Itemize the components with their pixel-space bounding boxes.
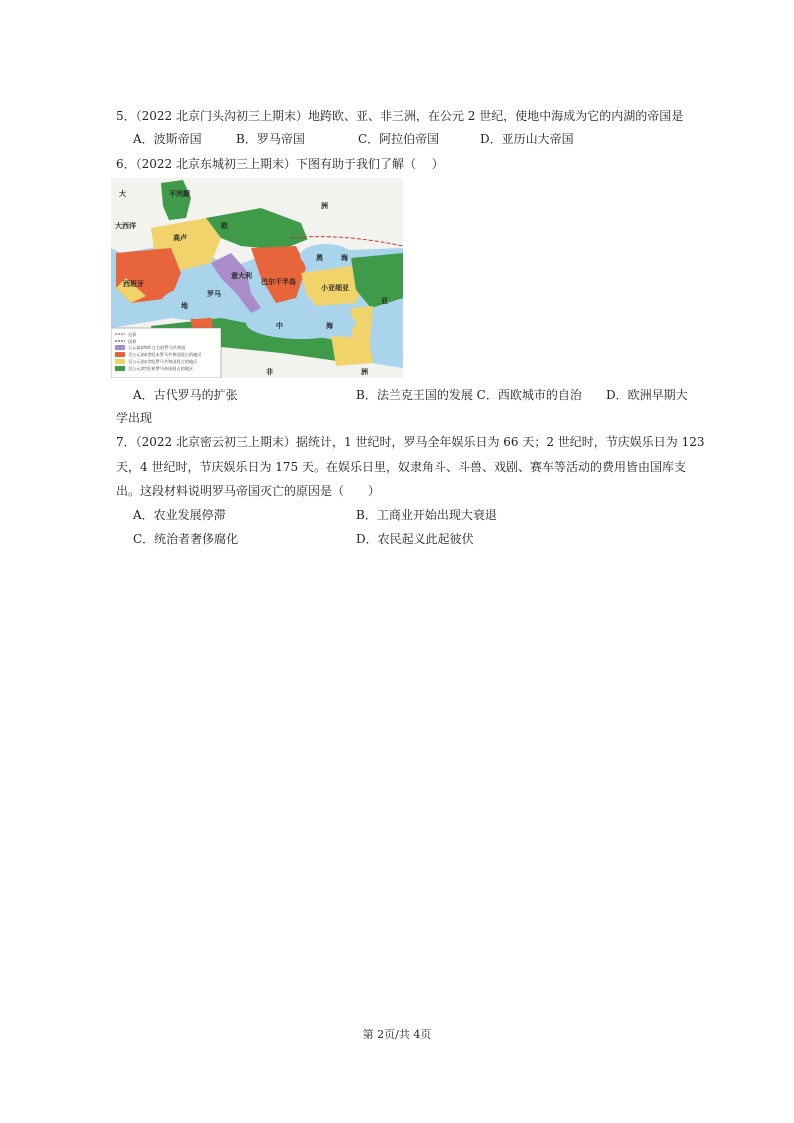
legend-orange: 至公元前2世纪末罗马共和国侵占的地区	[128, 352, 202, 357]
q7-stem-line-2: 天，4 世纪时，节庆娱乐日为 175 天。在娱乐日里，奴隶角斗、斗兽、戏剧、赛车等活动的费用皆由国库支	[116, 460, 686, 474]
map-label-rome: 罗马	[207, 289, 221, 298]
q6-option-bc[interactable]: B．法兰克王国的发展 C．西欧城市的自治	[356, 388, 582, 402]
legend-swatch-orange	[115, 352, 125, 357]
q5-option-d[interactable]: D．亚历山大帝国	[480, 132, 574, 146]
q6-stem: 6．（2022 北京东城初三上期末）下图有助于我们了解（ ）	[116, 157, 444, 171]
map-label-fei: 非	[266, 367, 273, 376]
legend-swatch-green	[115, 366, 125, 371]
q7-stem-line-1: 7．（2022 北京密云初三上期末）据统计，1 世纪时，罗马全年娱乐日为 66 天；2 世纪时，节庆娱乐日为 123	[116, 435, 705, 449]
map-label-britain: 不列颠	[169, 189, 190, 198]
map-label-ya: 亚	[381, 296, 388, 305]
q6-option-d[interactable]: D．欧洲早期大	[606, 388, 688, 402]
map-label-di: 地	[181, 301, 188, 310]
page-footer: 第 2页/共 4页	[362, 1028, 432, 1041]
map-label-hai: 海	[341, 253, 348, 262]
legend-purple: 公元前270年左右的罗马共和国	[128, 345, 186, 350]
map-label-zhou: 洲	[321, 201, 328, 210]
map-label-atlantic: 大西洋	[115, 221, 136, 230]
q7-stem-line-3: 出。这段材料说明罗马帝国灭亡的原因是（ ）	[116, 484, 381, 498]
legend-boundary: 边界	[128, 332, 137, 337]
sea-med-east	[246, 307, 356, 339]
map-label-ou: 欧	[221, 221, 228, 230]
legend-swatch-purple	[115, 345, 125, 350]
legend-border: 国界	[128, 339, 137, 344]
map-label-asia-minor: 小亚细亚	[321, 283, 349, 292]
q7-option-d[interactable]: D．农民起义此起彼伏	[356, 532, 474, 546]
land-balkans	[251, 246, 306, 303]
map-label-zhong: 中	[276, 321, 283, 330]
map-label-da: 大	[119, 189, 126, 198]
q5-option-c[interactable]: C．阿拉伯帝国	[358, 132, 440, 146]
q6-option-a[interactable]: A．古代罗马的扩张	[133, 388, 238, 402]
q7-option-a[interactable]: A．农业发展停滞	[133, 508, 226, 522]
q7-option-c[interactable]: C．统治者奢侈腐化	[133, 532, 239, 546]
roman-expansion-map	[111, 178, 403, 378]
land-anatolia-green	[351, 253, 403, 308]
q5-option-a[interactable]: A．波斯帝国	[133, 132, 202, 146]
legend-yellow: 至公元前1世纪罗马共和国侵占的地区	[128, 359, 198, 364]
map-label-gaul: 高卢	[173, 233, 187, 242]
map-graphic	[111, 178, 403, 378]
map-label-italy: 意大利	[231, 271, 252, 280]
q7-option-b[interactable]: B．工商业开始出现大衰退	[356, 508, 497, 522]
map-label-hai2: 海	[326, 321, 333, 330]
q5-option-b[interactable]: B．罗马帝国	[236, 132, 305, 146]
map-label-zhou2: 洲	[361, 367, 368, 376]
map-label-spain: 西班牙	[123, 279, 144, 288]
legend-green: 至公元2世纪初罗马帝国侵占的地区	[128, 366, 194, 371]
map-label-balkans: 巴尔干半岛	[261, 277, 296, 286]
map-label-hei: 黑	[316, 253, 323, 262]
legend-swatch-yellow	[115, 359, 125, 364]
q5-stem: 5．（2022 北京门头沟初三上期末）地跨欧、亚、非三洲，在公元 2 世纪，使地中海成为它的内湖的帝国是	[116, 109, 684, 123]
land-egypt	[331, 336, 373, 366]
q6-option-d-cont: 学出现	[116, 411, 153, 425]
